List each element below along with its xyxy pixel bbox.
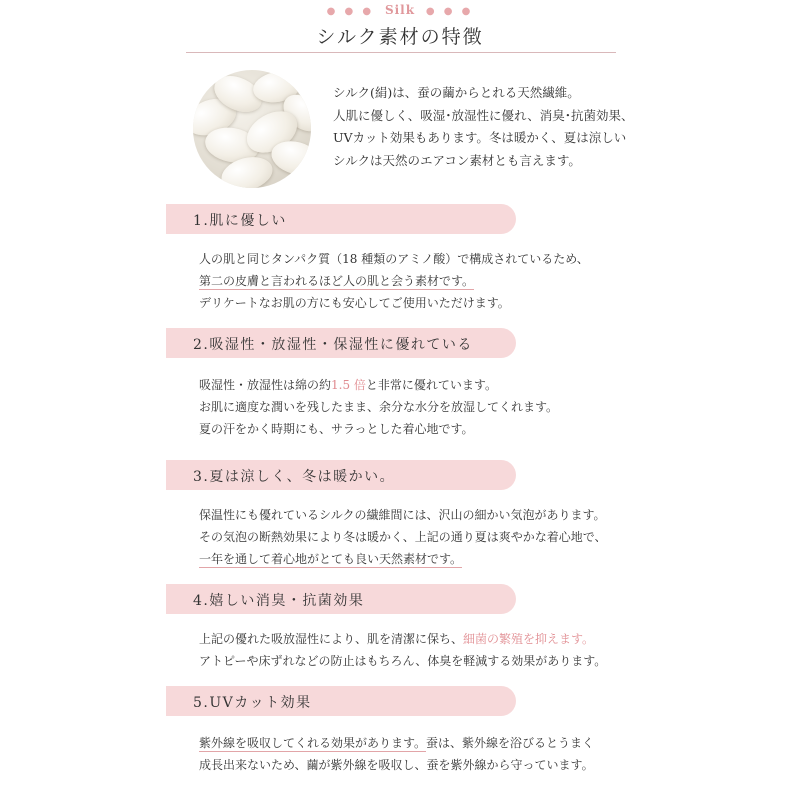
section-heading-5 (166, 686, 516, 716)
body-line: その気泡の断熱効果により冬は暖かく、上記の通り夏は爽やかな着心地で、 (199, 530, 607, 544)
body-text-part: 吸湿性・放湿性は綿の約 (199, 378, 332, 392)
body-line (199, 732, 639, 754)
body-line: デリケートなお肌の方にも安心してご使用いただけます。 (199, 296, 510, 310)
highlight-text: 細菌の繁殖を抑えます。 (463, 632, 595, 646)
title-divider (186, 52, 616, 53)
body-line: 夏の汗をかく時期にも、サラっとした着心地です。 (199, 422, 474, 436)
silk-ornament (0, 3, 800, 17)
section-body-3 (199, 504, 639, 570)
dots-left-decoration: ● ● ● (326, 6, 375, 17)
body-line: 成長出来ないため、繭が紫外線を吸収し、蚕を紫外線から守っています。 (199, 758, 594, 772)
highlight-value: 1.5 倍 (331, 378, 366, 392)
intro-line: シルクは天然のエアコン素材とも言えます。 (333, 152, 581, 168)
section-heading-1 (166, 204, 516, 234)
body-line: アトピーや床ずれなどの防止はもちろん、体臭を軽減する効果があります。 (199, 654, 607, 668)
section-body-5 (199, 732, 639, 776)
body-line: 人の肌と同じタンパク質（18 種類のアミノ酸）で構成されているため、 (199, 252, 589, 266)
body-line: 保温性にも優れているシルクの繊維間には、沢山の細かい気泡があります。 (199, 508, 606, 522)
silk-cocoon-image (193, 70, 311, 188)
body-line (199, 628, 639, 650)
body-line-underlined: 第二の皮膚と言われるほど人の肌と会う素材です。 (199, 274, 475, 288)
section-heading-3 (166, 460, 516, 490)
body-line: お肌に適度な潤いを残したまま、余分な水分を放湿してくれます。 (199, 400, 559, 414)
section-heading-label: 1.肌に優しい (193, 213, 287, 229)
section-heading-label: 4.嬉しい消臭・抗菌効果 (193, 593, 365, 609)
page-title: シルク素材の特徴 (316, 26, 484, 48)
section-heading-4 (166, 584, 516, 614)
body-text-part: 蚕は、紫外線を浴びるとうまく (426, 736, 595, 750)
body-text-underlined: 紫外線を吸収してくれる効果があります。 (199, 736, 427, 750)
body-line-underlined: 一年を通して着心地がとても良い天然素材です。 (199, 552, 463, 566)
section-body-2 (199, 374, 639, 440)
intro-line: UVカット効果もあります。冬は暖かく、夏は涼しい (333, 130, 627, 145)
page-header (0, 0, 800, 55)
body-line (199, 374, 639, 396)
intro-line: シルク(絹)は、蚕の繭からとれる天然繊維。 (333, 85, 580, 100)
section-heading-2 (166, 328, 516, 358)
section-heading-label: 5.UVカット効果 (193, 695, 312, 711)
section-body-4 (199, 628, 639, 672)
silk-label: Silk (384, 3, 416, 17)
section-heading-label: 3.夏は涼しく、冬は暖かい。 (193, 469, 396, 485)
body-text-part: 上記の優れた吸放湿性により、肌を清潔に保ち、 (199, 632, 464, 646)
section-body-1 (199, 248, 639, 314)
dots-right-decoration: ● ● ● (425, 6, 474, 17)
section-heading-label: 2.吸湿性・放湿性・保湿性に優れている (193, 337, 473, 353)
body-text-part: と非常に優れています。 (365, 378, 497, 392)
intro-text (333, 82, 633, 172)
intro-line: 人肌に優しく、吸湿･放湿性に優れ、消臭･抗菌効果、 (333, 107, 634, 123)
